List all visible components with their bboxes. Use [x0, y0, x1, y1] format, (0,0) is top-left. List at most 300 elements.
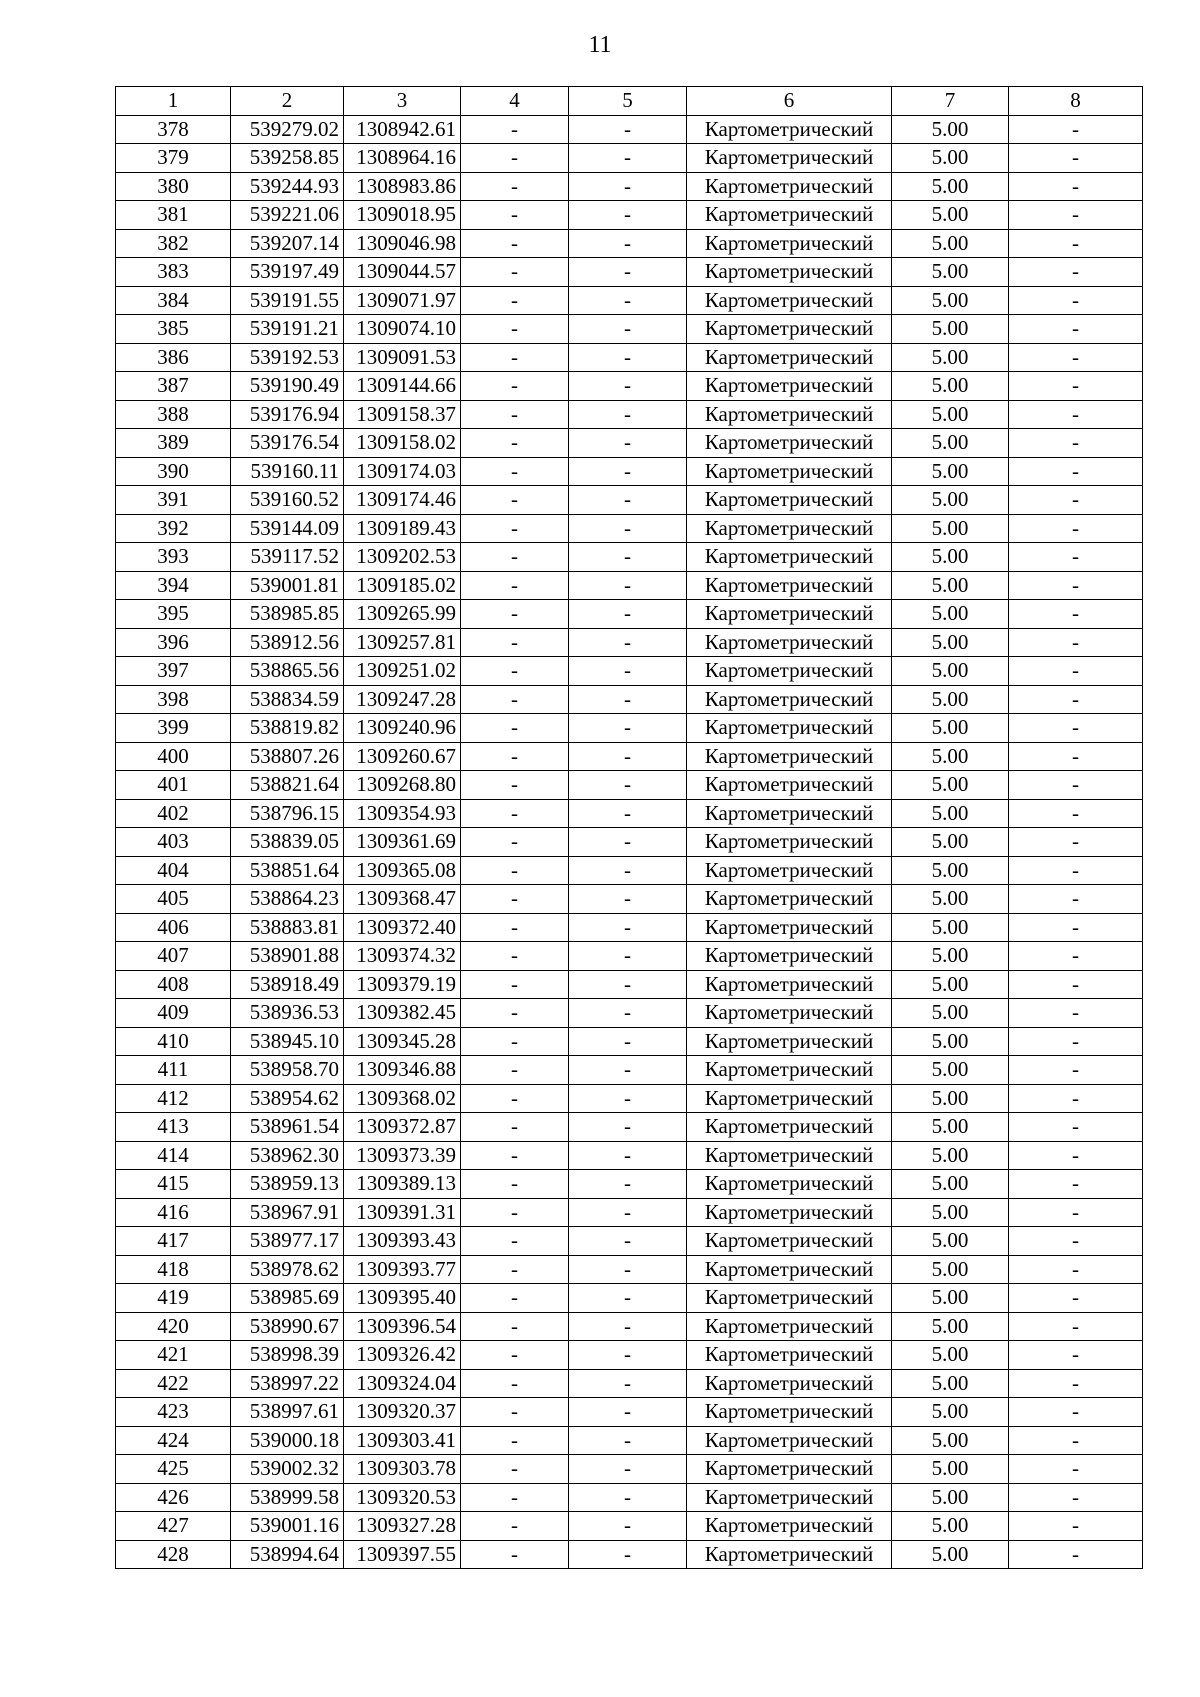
- point-number-cell: 419: [116, 1284, 231, 1313]
- x-coordinate-cell: 538958.70: [231, 1056, 344, 1085]
- point-number-cell: 408: [116, 970, 231, 999]
- y-coordinate-cell: 1309393.43: [344, 1227, 461, 1256]
- col5-cell: -: [569, 486, 687, 515]
- col8-cell: -: [1009, 400, 1143, 429]
- accuracy-cell: 5.00: [892, 1170, 1009, 1199]
- table-row: [116, 457, 1143, 486]
- point-number-cell: 424: [116, 1426, 231, 1455]
- table-row: [116, 315, 1143, 344]
- x-coordinate-cell: 538865.56: [231, 657, 344, 686]
- col4-cell: -: [461, 1198, 569, 1227]
- table-row: [116, 1426, 1143, 1455]
- y-coordinate-cell: 1309202.53: [344, 543, 461, 572]
- x-coordinate-cell: 538864.23: [231, 885, 344, 914]
- point-number-cell: 413: [116, 1113, 231, 1142]
- y-coordinate-cell: 1309345.28: [344, 1027, 461, 1056]
- col8-cell: -: [1009, 657, 1143, 686]
- accuracy-cell: 5.00: [892, 514, 1009, 543]
- table-row: [116, 229, 1143, 258]
- col4-cell: -: [461, 429, 569, 458]
- point-number-cell: 422: [116, 1369, 231, 1398]
- accuracy-cell: 5.00: [892, 828, 1009, 857]
- col8-cell: -: [1009, 429, 1143, 458]
- method-cell: Картометрический: [687, 856, 892, 885]
- col5-cell: -: [569, 571, 687, 600]
- table-row: [116, 343, 1143, 372]
- table-row: [116, 1540, 1143, 1569]
- point-number-cell: 410: [116, 1027, 231, 1056]
- table-row: [116, 144, 1143, 173]
- y-coordinate-cell: 1309346.88: [344, 1056, 461, 1085]
- method-cell: Картометрический: [687, 685, 892, 714]
- col8-cell: -: [1009, 486, 1143, 515]
- method-cell: Картометрический: [687, 1113, 892, 1142]
- point-number-cell: 421: [116, 1341, 231, 1370]
- method-cell: Картометрический: [687, 970, 892, 999]
- col4-cell: -: [461, 372, 569, 401]
- column-header-8: 8: [1009, 87, 1143, 116]
- col4-cell: -: [461, 1027, 569, 1056]
- accuracy-cell: 5.00: [892, 201, 1009, 230]
- y-coordinate-cell: 1309303.41: [344, 1426, 461, 1455]
- col4-cell: -: [461, 1227, 569, 1256]
- table-row: [116, 942, 1143, 971]
- col5-cell: -: [569, 1170, 687, 1199]
- x-coordinate-cell: 538990.67: [231, 1312, 344, 1341]
- col8-cell: -: [1009, 913, 1143, 942]
- col8-cell: -: [1009, 742, 1143, 771]
- point-number-cell: 386: [116, 343, 231, 372]
- col5-cell: -: [569, 742, 687, 771]
- table-row: [116, 1113, 1143, 1142]
- column-header-3: 3: [344, 87, 461, 116]
- point-number-cell: 397: [116, 657, 231, 686]
- table-row: [116, 1341, 1143, 1370]
- col8-cell: -: [1009, 600, 1143, 629]
- col4-cell: -: [461, 913, 569, 942]
- col4-cell: -: [461, 1455, 569, 1484]
- x-coordinate-cell: 538839.05: [231, 828, 344, 857]
- table-row: [116, 1170, 1143, 1199]
- col4-cell: -: [461, 1141, 569, 1170]
- method-cell: Картометрический: [687, 343, 892, 372]
- y-coordinate-cell: 1309268.80: [344, 771, 461, 800]
- method-cell: Картометрический: [687, 1455, 892, 1484]
- point-number-cell: 402: [116, 799, 231, 828]
- col8-cell: -: [1009, 1483, 1143, 1512]
- method-cell: Картометрический: [687, 1084, 892, 1113]
- col5-cell: -: [569, 229, 687, 258]
- col5-cell: -: [569, 970, 687, 999]
- table-row: [116, 115, 1143, 144]
- method-cell: Картометрический: [687, 999, 892, 1028]
- accuracy-cell: 5.00: [892, 685, 1009, 714]
- column-header-2: 2: [231, 87, 344, 116]
- point-number-cell: 407: [116, 942, 231, 971]
- accuracy-cell: 5.00: [892, 970, 1009, 999]
- col5-cell: -: [569, 628, 687, 657]
- col4-cell: -: [461, 1312, 569, 1341]
- col5-cell: -: [569, 286, 687, 315]
- point-number-cell: 420: [116, 1312, 231, 1341]
- col4-cell: -: [461, 799, 569, 828]
- y-coordinate-cell: 1309372.40: [344, 913, 461, 942]
- accuracy-cell: 5.00: [892, 1084, 1009, 1113]
- x-coordinate-cell: 538807.26: [231, 742, 344, 771]
- col5-cell: -: [569, 942, 687, 971]
- col5-cell: -: [569, 1084, 687, 1113]
- y-coordinate-cell: 1309158.02: [344, 429, 461, 458]
- accuracy-cell: 5.00: [892, 1426, 1009, 1455]
- x-coordinate-cell: 538945.10: [231, 1027, 344, 1056]
- x-coordinate-cell: 538796.15: [231, 799, 344, 828]
- col4-cell: -: [461, 400, 569, 429]
- col5-cell: -: [569, 999, 687, 1028]
- col8-cell: -: [1009, 543, 1143, 572]
- y-coordinate-cell: 1309046.98: [344, 229, 461, 258]
- column-header-1: 1: [116, 87, 231, 116]
- col4-cell: -: [461, 543, 569, 572]
- x-coordinate-cell: 538912.56: [231, 628, 344, 657]
- accuracy-cell: 5.00: [892, 1198, 1009, 1227]
- point-number-cell: 390: [116, 457, 231, 486]
- x-coordinate-cell: 539192.53: [231, 343, 344, 372]
- col8-cell: -: [1009, 1113, 1143, 1142]
- table-row: [116, 828, 1143, 857]
- col4-cell: -: [461, 1369, 569, 1398]
- col4-cell: -: [461, 600, 569, 629]
- y-coordinate-cell: 1309071.97: [344, 286, 461, 315]
- point-number-cell: 414: [116, 1141, 231, 1170]
- col8-cell: -: [1009, 1255, 1143, 1284]
- col4-cell: -: [461, 343, 569, 372]
- point-number-cell: 417: [116, 1227, 231, 1256]
- table-row: [116, 1512, 1143, 1541]
- method-cell: Картометрический: [687, 1483, 892, 1512]
- table-row: [116, 1227, 1143, 1256]
- x-coordinate-cell: 538851.64: [231, 856, 344, 885]
- method-cell: Картометрический: [687, 1056, 892, 1085]
- accuracy-cell: 5.00: [892, 1056, 1009, 1085]
- y-coordinate-cell: 1309247.28: [344, 685, 461, 714]
- x-coordinate-cell: 539002.32: [231, 1455, 344, 1484]
- col4-cell: -: [461, 1284, 569, 1313]
- x-coordinate-cell: 538901.88: [231, 942, 344, 971]
- col4-cell: -: [461, 856, 569, 885]
- col5-cell: -: [569, 685, 687, 714]
- column-header-6: 6: [687, 87, 892, 116]
- method-cell: Картометрический: [687, 1027, 892, 1056]
- table-row: [116, 913, 1143, 942]
- col5-cell: -: [569, 172, 687, 201]
- table-row: [116, 1312, 1143, 1341]
- y-coordinate-cell: 1309374.32: [344, 942, 461, 971]
- col4-cell: -: [461, 657, 569, 686]
- col5-cell: -: [569, 856, 687, 885]
- col8-cell: -: [1009, 144, 1143, 173]
- col5-cell: -: [569, 1369, 687, 1398]
- y-coordinate-cell: 1309393.77: [344, 1255, 461, 1284]
- col8-cell: -: [1009, 372, 1143, 401]
- x-coordinate-cell: 539197.49: [231, 258, 344, 287]
- x-coordinate-cell: 539191.21: [231, 315, 344, 344]
- col4-cell: -: [461, 828, 569, 857]
- method-cell: Картометрический: [687, 400, 892, 429]
- col5-cell: -: [569, 1141, 687, 1170]
- x-coordinate-cell: 539191.55: [231, 286, 344, 315]
- table-row: [116, 628, 1143, 657]
- accuracy-cell: 5.00: [892, 913, 1009, 942]
- col4-cell: -: [461, 1540, 569, 1569]
- accuracy-cell: 5.00: [892, 1312, 1009, 1341]
- col8-cell: -: [1009, 771, 1143, 800]
- col5-cell: -: [569, 1483, 687, 1512]
- col8-cell: -: [1009, 1284, 1143, 1313]
- y-coordinate-cell: 1309379.19: [344, 970, 461, 999]
- method-cell: Картометрический: [687, 1369, 892, 1398]
- x-coordinate-cell: 539160.11: [231, 457, 344, 486]
- table-row: [116, 1027, 1143, 1056]
- col8-cell: -: [1009, 856, 1143, 885]
- page-number: 11: [588, 32, 612, 58]
- x-coordinate-cell: 539258.85: [231, 144, 344, 173]
- col5-cell: -: [569, 1113, 687, 1142]
- x-coordinate-cell: 539001.16: [231, 1512, 344, 1541]
- col4-cell: -: [461, 999, 569, 1028]
- method-cell: Картометрический: [687, 286, 892, 315]
- point-number-cell: 428: [116, 1540, 231, 1569]
- x-coordinate-cell: 538978.62: [231, 1255, 344, 1284]
- method-cell: Картометрический: [687, 771, 892, 800]
- col8-cell: -: [1009, 258, 1143, 287]
- col8-cell: -: [1009, 1398, 1143, 1427]
- accuracy-cell: 5.00: [892, 657, 1009, 686]
- col8-cell: -: [1009, 799, 1143, 828]
- accuracy-cell: 5.00: [892, 115, 1009, 144]
- col8-cell: -: [1009, 1341, 1143, 1370]
- accuracy-cell: 5.00: [892, 571, 1009, 600]
- col5-cell: -: [569, 1198, 687, 1227]
- col8-cell: -: [1009, 1084, 1143, 1113]
- x-coordinate-cell: 538883.81: [231, 913, 344, 942]
- x-coordinate-cell: 538997.22: [231, 1369, 344, 1398]
- point-number-cell: 403: [116, 828, 231, 857]
- x-coordinate-cell: 538821.64: [231, 771, 344, 800]
- point-number-cell: 391: [116, 486, 231, 515]
- x-coordinate-cell: 538954.62: [231, 1084, 344, 1113]
- table-row: [116, 1198, 1143, 1227]
- table-row: [116, 1056, 1143, 1085]
- accuracy-cell: 5.00: [892, 258, 1009, 287]
- col4-cell: -: [461, 172, 569, 201]
- table-row: [116, 286, 1143, 315]
- col5-cell: -: [569, 1255, 687, 1284]
- x-coordinate-cell: 538985.69: [231, 1284, 344, 1313]
- point-number-cell: 378: [116, 115, 231, 144]
- y-coordinate-cell: 1309395.40: [344, 1284, 461, 1313]
- method-cell: Картометрический: [687, 571, 892, 600]
- col4-cell: -: [461, 115, 569, 144]
- col5-cell: -: [569, 429, 687, 458]
- col4-cell: -: [461, 685, 569, 714]
- col4-cell: -: [461, 315, 569, 344]
- x-coordinate-cell: 538819.82: [231, 714, 344, 743]
- accuracy-cell: 5.00: [892, 172, 1009, 201]
- x-coordinate-cell: 539117.52: [231, 543, 344, 572]
- x-coordinate-cell: 539221.06: [231, 201, 344, 230]
- col5-cell: -: [569, 771, 687, 800]
- y-coordinate-cell: 1309158.37: [344, 400, 461, 429]
- method-cell: Картометрический: [687, 799, 892, 828]
- table-row: [116, 1255, 1143, 1284]
- x-coordinate-cell: 538985.85: [231, 600, 344, 629]
- y-coordinate-cell: 1309251.02: [344, 657, 461, 686]
- accuracy-cell: 5.00: [892, 942, 1009, 971]
- table-row: [116, 258, 1143, 287]
- col8-cell: -: [1009, 229, 1143, 258]
- x-coordinate-cell: 538918.49: [231, 970, 344, 999]
- method-cell: Картометрический: [687, 486, 892, 515]
- accuracy-cell: 5.00: [892, 799, 1009, 828]
- col4-cell: -: [461, 486, 569, 515]
- point-number-cell: 411: [116, 1056, 231, 1085]
- x-coordinate-cell: 539190.49: [231, 372, 344, 401]
- y-coordinate-cell: 1309396.54: [344, 1312, 461, 1341]
- col8-cell: -: [1009, 172, 1143, 201]
- y-coordinate-cell: 1309368.47: [344, 885, 461, 914]
- y-coordinate-cell: 1309174.03: [344, 457, 461, 486]
- point-number-cell: 379: [116, 144, 231, 173]
- table-row: [116, 1398, 1143, 1427]
- y-coordinate-cell: 1309365.08: [344, 856, 461, 885]
- col8-cell: -: [1009, 1312, 1143, 1341]
- col5-cell: -: [569, 799, 687, 828]
- col5-cell: -: [569, 1284, 687, 1313]
- table-row: [116, 1084, 1143, 1113]
- accuracy-cell: 5.00: [892, 1512, 1009, 1541]
- y-coordinate-cell: 1309189.43: [344, 514, 461, 543]
- col4-cell: -: [461, 628, 569, 657]
- point-number-cell: 401: [116, 771, 231, 800]
- x-coordinate-cell: 538962.30: [231, 1141, 344, 1170]
- col5-cell: -: [569, 1341, 687, 1370]
- point-number-cell: 388: [116, 400, 231, 429]
- col5-cell: -: [569, 1512, 687, 1541]
- col8-cell: -: [1009, 628, 1143, 657]
- table-row: [116, 885, 1143, 914]
- accuracy-cell: 5.00: [892, 343, 1009, 372]
- col5-cell: -: [569, 1426, 687, 1455]
- col4-cell: -: [461, 144, 569, 173]
- col4-cell: -: [461, 1255, 569, 1284]
- accuracy-cell: 5.00: [892, 1398, 1009, 1427]
- table-row: [116, 657, 1143, 686]
- point-number-cell: 425: [116, 1455, 231, 1484]
- accuracy-cell: 5.00: [892, 286, 1009, 315]
- accuracy-cell: 5.00: [892, 1284, 1009, 1313]
- col4-cell: -: [461, 1084, 569, 1113]
- col5-cell: -: [569, 514, 687, 543]
- table-row: [116, 201, 1143, 230]
- col4-cell: -: [461, 1512, 569, 1541]
- table-row: [116, 970, 1143, 999]
- table-row: [116, 1369, 1143, 1398]
- method-cell: Картометрический: [687, 115, 892, 144]
- y-coordinate-cell: 1309174.46: [344, 486, 461, 515]
- col5-cell: -: [569, 115, 687, 144]
- point-number-cell: 415: [116, 1170, 231, 1199]
- col4-cell: -: [461, 885, 569, 914]
- point-number-cell: 393: [116, 543, 231, 572]
- x-coordinate-cell: 539176.94: [231, 400, 344, 429]
- col8-cell: -: [1009, 514, 1143, 543]
- column-header-5: 5: [569, 87, 687, 116]
- y-coordinate-cell: 1308964.16: [344, 144, 461, 173]
- col4-cell: -: [461, 258, 569, 287]
- col8-cell: -: [1009, 1540, 1143, 1569]
- col8-cell: -: [1009, 1141, 1143, 1170]
- accuracy-cell: 5.00: [892, 1113, 1009, 1142]
- method-cell: Картометрический: [687, 913, 892, 942]
- x-coordinate-cell: 538936.53: [231, 999, 344, 1028]
- method-cell: Картометрический: [687, 172, 892, 201]
- accuracy-cell: 5.00: [892, 1341, 1009, 1370]
- col5-cell: -: [569, 1227, 687, 1256]
- table-row: [116, 172, 1143, 201]
- point-number-cell: 380: [116, 172, 231, 201]
- y-coordinate-cell: 1309397.55: [344, 1540, 461, 1569]
- accuracy-cell: 5.00: [892, 315, 1009, 344]
- col8-cell: -: [1009, 115, 1143, 144]
- col8-cell: -: [1009, 942, 1143, 971]
- col5-cell: -: [569, 457, 687, 486]
- method-cell: Картометрический: [687, 1198, 892, 1227]
- x-coordinate-cell: 538959.13: [231, 1170, 344, 1199]
- accuracy-cell: 5.00: [892, 457, 1009, 486]
- y-coordinate-cell: 1309324.04: [344, 1369, 461, 1398]
- col8-cell: -: [1009, 999, 1143, 1028]
- method-cell: Картометрический: [687, 1141, 892, 1170]
- point-number-cell: 384: [116, 286, 231, 315]
- method-cell: Картометрический: [687, 600, 892, 629]
- method-cell: Картометрический: [687, 429, 892, 458]
- accuracy-cell: 5.00: [892, 742, 1009, 771]
- col5-cell: -: [569, 885, 687, 914]
- point-number-cell: 395: [116, 600, 231, 629]
- column-header-7: 7: [892, 87, 1009, 116]
- y-coordinate-cell: 1309091.53: [344, 343, 461, 372]
- col8-cell: -: [1009, 1369, 1143, 1398]
- col4-cell: -: [461, 1398, 569, 1427]
- col4-cell: -: [461, 201, 569, 230]
- x-coordinate-cell: 539176.54: [231, 429, 344, 458]
- method-cell: Картометрический: [687, 714, 892, 743]
- x-coordinate-cell: 539000.18: [231, 1426, 344, 1455]
- table-row: [116, 714, 1143, 743]
- table-row: [116, 372, 1143, 401]
- x-coordinate-cell: 538997.61: [231, 1398, 344, 1427]
- accuracy-cell: 5.00: [892, 144, 1009, 173]
- table-row: [116, 514, 1143, 543]
- table-row: [116, 571, 1143, 600]
- col5-cell: -: [569, 913, 687, 942]
- col5-cell: -: [569, 201, 687, 230]
- col8-cell: -: [1009, 970, 1143, 999]
- x-coordinate-cell: 539207.14: [231, 229, 344, 258]
- point-number-cell: 387: [116, 372, 231, 401]
- accuracy-cell: 5.00: [892, 1141, 1009, 1170]
- col5-cell: -: [569, 343, 687, 372]
